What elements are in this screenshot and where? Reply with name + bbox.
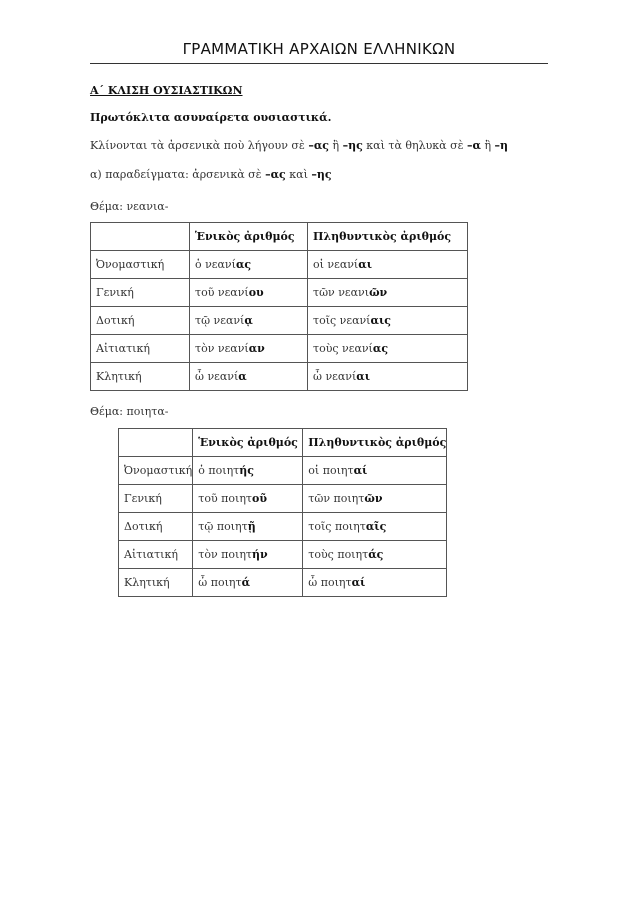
form-stem: ὁ νεανί xyxy=(195,258,236,271)
form-stem: ὦ νεανί xyxy=(195,370,239,383)
plural-form xyxy=(303,513,447,541)
form-stem: τοῖς νεανί xyxy=(313,314,371,327)
table-row xyxy=(119,513,447,541)
case-label: Αἰτιατική xyxy=(91,335,190,363)
form-stem: οἱ νεανί xyxy=(313,258,359,271)
singular-form xyxy=(193,457,303,485)
form-ending: ήν xyxy=(252,548,268,561)
header-cell-plural: Πληθυντικὸς ἀριθμός xyxy=(308,223,468,251)
intro-text: Κλίνονται τὰ ἀρσενικὰ ποὺ λήγουν σὲ xyxy=(90,139,309,152)
case-label: Ὀνομαστική xyxy=(91,251,190,279)
table-row xyxy=(91,251,468,279)
table-row xyxy=(91,279,468,307)
example-paragraph xyxy=(90,168,332,181)
section-heading: Α΄ ΚΛΙΣΗ ΟΥΣΙΑΣΤΙΚΩΝ xyxy=(90,84,243,97)
form-ending: άς xyxy=(368,548,384,561)
table-row xyxy=(119,569,447,597)
singular-form xyxy=(193,485,303,513)
table-header-row xyxy=(91,223,468,251)
intro-paragraph xyxy=(90,139,508,152)
table-row xyxy=(119,457,447,485)
case-label: Γενική xyxy=(91,279,190,307)
case-label: Κλητική xyxy=(119,569,193,597)
table-header-row xyxy=(119,429,447,457)
form-stem: οἱ ποιητ xyxy=(308,464,354,477)
form-ending: ᾳ xyxy=(244,314,253,327)
form-stem: τῷ ποιητ xyxy=(198,520,248,533)
intro-text: καὶ τὰ θηλυκὰ σὲ xyxy=(362,139,467,152)
declension-table-poietes xyxy=(118,428,447,597)
form-stem: τοῦ ποιητ xyxy=(198,492,253,505)
form-stem: τῶν ποιητ xyxy=(308,492,365,505)
form-stem: τοὺς ποιητ xyxy=(308,548,369,561)
form-ending: α xyxy=(238,370,247,383)
subheading: Πρωτόκλιτα ασυναίρετα ουσιαστικά. xyxy=(90,111,332,124)
intro-text: ἢ xyxy=(480,139,495,152)
form-stem: τὸν ποιητ xyxy=(198,548,253,561)
form-ending: ά xyxy=(241,576,251,589)
table-row xyxy=(91,335,468,363)
table-row xyxy=(119,541,447,569)
singular-form xyxy=(190,335,308,363)
form-stem: τῷ νεανί xyxy=(195,314,245,327)
form-stem: τὸν νεανί xyxy=(195,342,249,355)
form-ending: αῖς xyxy=(365,520,387,533)
plural-form xyxy=(303,457,447,485)
theme-label-neanias: Θέμα: νεανια- xyxy=(90,200,169,213)
form-ending: αι xyxy=(356,370,371,383)
form-ending: ῶν xyxy=(369,286,388,299)
form-ending: ου xyxy=(248,286,264,299)
form-stem: τοὺς νεανί xyxy=(313,342,373,355)
ending-es: –ης xyxy=(311,168,332,181)
singular-form xyxy=(190,251,308,279)
plural-form xyxy=(308,363,468,391)
form-ending: ας xyxy=(235,258,252,271)
form-ending: αί xyxy=(353,464,368,477)
form-stem: τῶν νεανι xyxy=(313,286,370,299)
header-cell-empty xyxy=(119,429,193,457)
intro-text: ἢ xyxy=(328,139,343,152)
form-ending: αί xyxy=(351,576,366,589)
singular-form xyxy=(193,513,303,541)
header-cell-empty xyxy=(91,223,190,251)
form-stem: ὦ νεανί xyxy=(313,370,357,383)
form-ending: οῦ xyxy=(252,492,267,505)
declension-table-neanias xyxy=(90,222,468,391)
form-stem: ὦ ποιητ xyxy=(198,576,242,589)
header-cell-singular: Ἑνικὸς ἀριθμός xyxy=(193,429,303,457)
singular-form xyxy=(190,279,308,307)
form-ending: ῇ xyxy=(247,520,256,533)
form-stem: ὦ ποιητ xyxy=(308,576,352,589)
table-row xyxy=(91,307,468,335)
form-ending: ής xyxy=(239,464,254,477)
ending-as: –ας xyxy=(308,139,329,152)
singular-form xyxy=(193,569,303,597)
form-stem: ὁ ποιητ xyxy=(198,464,240,477)
form-ending: ας xyxy=(372,342,389,355)
header-divider xyxy=(90,63,548,64)
form-ending: αι xyxy=(358,258,373,271)
plural-form xyxy=(308,307,468,335)
singular-form xyxy=(193,541,303,569)
ending-a: –α xyxy=(466,139,481,152)
case-label: Γενική xyxy=(119,485,193,513)
ending-es: –ης xyxy=(342,139,363,152)
page-header-title: ΓΡΑΜΜΑΤΙΚΗ ΑΡΧΑΙΩΝ ΕΛΛΗΝΙΚΩΝ xyxy=(182,40,456,58)
header-cell-singular: Ἑνικὸς ἀριθμός xyxy=(190,223,308,251)
form-ending: αν xyxy=(248,342,265,355)
case-label: Δοτική xyxy=(91,307,190,335)
form-ending: αις xyxy=(370,314,391,327)
form-ending: ῶν xyxy=(364,492,383,505)
case-label: Αἰτιατική xyxy=(119,541,193,569)
example-text: α) παραδείγματα: ἀρσενικὰ σὲ xyxy=(90,168,266,181)
plural-form xyxy=(308,335,468,363)
singular-form xyxy=(190,307,308,335)
case-label: Δοτική xyxy=(119,513,193,541)
singular-form xyxy=(190,363,308,391)
case-label: Ὀνομαστική xyxy=(119,457,193,485)
header-cell-plural: Πληθυντικὸς ἀριθμός xyxy=(303,429,447,457)
form-stem: τοῖς ποιητ xyxy=(308,520,366,533)
table-row xyxy=(91,363,468,391)
case-label: Κλητική xyxy=(91,363,190,391)
example-text: καὶ xyxy=(285,168,312,181)
plural-form xyxy=(303,485,447,513)
table-row xyxy=(119,485,447,513)
ending-as: –ας xyxy=(265,168,286,181)
plural-form xyxy=(308,251,468,279)
theme-label-poietes: Θέμα: ποιητα- xyxy=(90,405,169,418)
form-stem: τοῦ νεανί xyxy=(195,286,249,299)
ending-e: –η xyxy=(494,139,509,152)
plural-form xyxy=(303,569,447,597)
plural-form xyxy=(303,541,447,569)
plural-form xyxy=(308,279,468,307)
